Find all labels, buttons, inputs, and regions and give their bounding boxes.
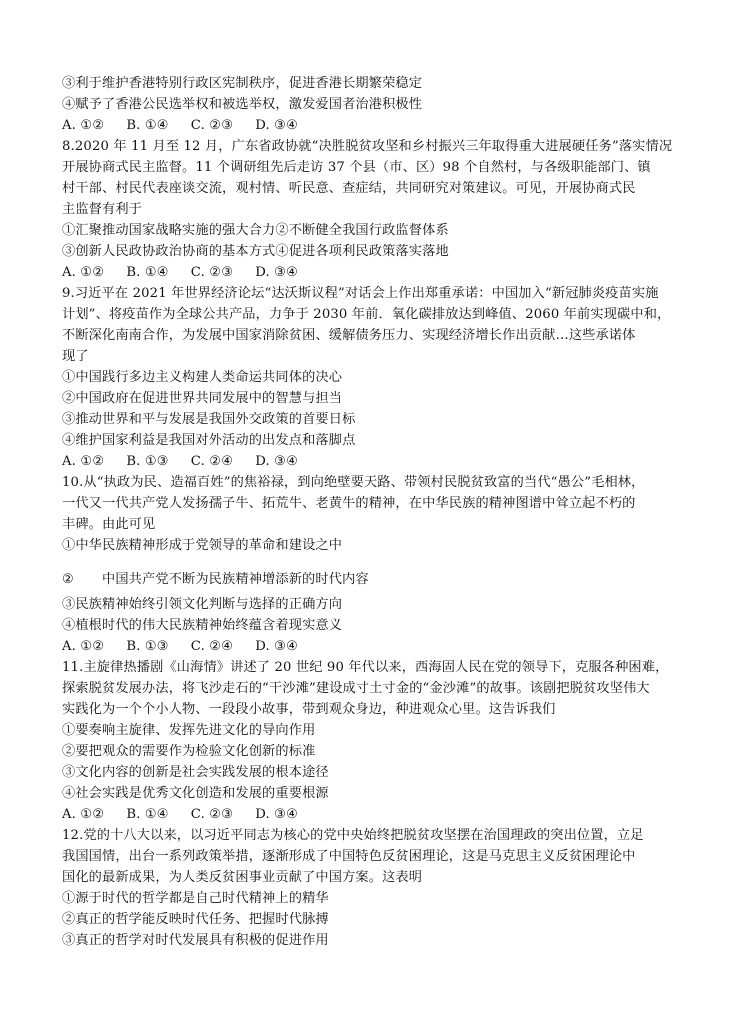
option-b: B. ①③ [126, 639, 169, 654]
option-d: D. ③④ [255, 118, 299, 133]
option-b: B. ①④ [126, 118, 169, 133]
question-10-line: 10.从“执政为民、造福百姓”的焦裕禄，到向绝壁要天路、带领村民脱贫致富的当代“愚公”毛相林， [62, 475, 645, 490]
text-line: 一代又一代共产党人发扬孺子牛、拓荒牛、老黄牛的精神，在中华民族的精神图谱中耸立起不朽的 [62, 496, 636, 511]
option-c: C. ②③ [190, 118, 234, 133]
text-line: 开展协商式民主监督。11 个调研组先后走访 37 个县（市、区）98 个自然村，与各级职能部门、镇 [62, 160, 651, 175]
text-line [62, 570, 702, 590]
item-text: 中国共产党不断为民族精神增添新的时代内容 [101, 572, 369, 587]
text-line: ①汇聚推动国家战略实施的强大合力②不断健全我国行政监督体系 [62, 223, 449, 238]
option-d: D. ③④ [255, 454, 299, 469]
option-a: A. ①② [62, 807, 105, 822]
text-line: 计划”、将疫苗作为全球公共产品，力争于 2030 年前．氧化碳排放达到峰值、2060 年前实现碳中和， [62, 307, 671, 322]
text-line: 村干部、村民代表座谈交流，观村情、听民意、查症结，共同研究对策建议。可见，开展协商式民 [62, 181, 636, 196]
text-line: ③真正的哲学对时代发展具有积极的促进作用 [62, 933, 329, 948]
option-c: C. ②③ [190, 265, 234, 280]
text-line: ③利于维护香港特别行政区宪制秩序，促进香港长期繁荣稳定 [62, 76, 423, 91]
option-d: D. ③④ [255, 807, 299, 822]
text-line: ④维护国家利益是我国对外活动的出发点和落脚点 [62, 433, 356, 448]
text-line: ④社会实践是优秀文化创造和发展的重要根源 [62, 786, 329, 801]
question-9-line: 9.习近平在 2021 年世界经济论坛“达沃斯议程”对话会上作出郑重承诺：中国加入“新冠肺炎疫苗实施 [62, 286, 659, 301]
text-line: ①中华民族精神形成于党领导的革命和建设之中 [62, 538, 343, 553]
text-line: ①要奏响主旋律、发挥先进文化的导向作用 [62, 723, 316, 738]
option-d: D. ③④ [255, 639, 299, 654]
text-line: ④植根时代的伟大民族精神始终蕴含着现实意义 [62, 618, 343, 633]
text-line: 探索脱贫发展办法，将飞沙走石的“干沙滩”建设成寸土寸金的“金沙滩”的故事。该剧把脱贫攻坚伟大 [62, 681, 650, 696]
text-line: ①源于时代的哲学都是自己时代精神上的精华 [62, 891, 329, 906]
text-line: 主监督有利于 [62, 202, 143, 217]
text-line: 现了 [62, 349, 89, 364]
text-line: ③文化内容的创新是社会实践发展的根本途径 [62, 765, 329, 780]
answer-options [62, 637, 702, 657]
answer-options [62, 452, 702, 472]
option-b: B. ①③ [126, 454, 169, 469]
option-a: A. ①② [62, 118, 105, 133]
question-8-line: 8.2020 年 11 月至 12 月，广东省政协就“决胜脱贫攻坚和乡村振兴三年取得重大进展硬任务”落实情况 [62, 139, 673, 154]
option-c: C. ②④ [190, 454, 234, 469]
option-a: A. ①② [62, 639, 105, 654]
option-d: D. ③④ [255, 265, 299, 280]
item-number: ② [62, 572, 74, 587]
text-line: ②中国政府在促进世界共同发展中的智慧与担当 [62, 391, 343, 406]
text-line: ③创新人民政协政治协商的基本方式④促进各项利民政策落实落地 [62, 244, 449, 259]
option-a: A. ①② [62, 454, 105, 469]
text-line: 丰碑。由此可见 [62, 517, 156, 532]
option-a: A. ①② [62, 265, 105, 280]
option-b: B. ①④ [126, 807, 169, 822]
text-line: 我国国情，出台一系列政策举措，逐渐形成了中国特色反贫困理论，这是马克思主义反贫困理论中 [62, 849, 636, 864]
text-line: 国化的最新成果，为人类反贫困事业贡献了中国方案。这表明 [62, 870, 423, 885]
text-line: ③民族精神始终引领文化判断与选择的正确方向 [62, 597, 343, 612]
text-line: ③推动世界和平与发展是我国外交政策的首要日标 [62, 412, 356, 427]
option-c: C. ②④ [190, 639, 234, 654]
text-line: 实践化为一个个小人物、一段段小故事，带到观众身边，种进观众心里。这告诉我们 [62, 702, 556, 717]
answer-options [62, 116, 702, 136]
answer-options [62, 263, 702, 283]
text-line: ②真正的哲学能反映时代任务、把握时代脉搏 [62, 912, 329, 927]
text-line: 不断深化南南合作，为发展中国家消除贫困、缓解债务压力、实现经济增长作出贡献…这些承诺体 [62, 328, 636, 343]
option-c: C. ②③ [190, 807, 234, 822]
text-line: ①中国践行多边主义构建人类命运共同体的决心 [62, 370, 343, 385]
text-line: ④赋予了香港公民选举权和被选举权，激发爱国者治港积极性 [62, 97, 423, 112]
question-11-line: 11.主旋律热播剧《山海情》讲述了 20 世纪 90 年代以来，西海固人民在党的领导下，克服各种困难， [62, 660, 669, 675]
text-line: ②要把观众的需要作为检验文化创新的标准 [62, 744, 316, 759]
question-12-line: 12.党的十八大以来，以习近平同志为核心的党中央始终把脱贫攻坚摆在治国理政的突出位置，立足 [62, 828, 644, 843]
answer-options [62, 805, 702, 825]
option-b: B. ①④ [126, 265, 169, 280]
